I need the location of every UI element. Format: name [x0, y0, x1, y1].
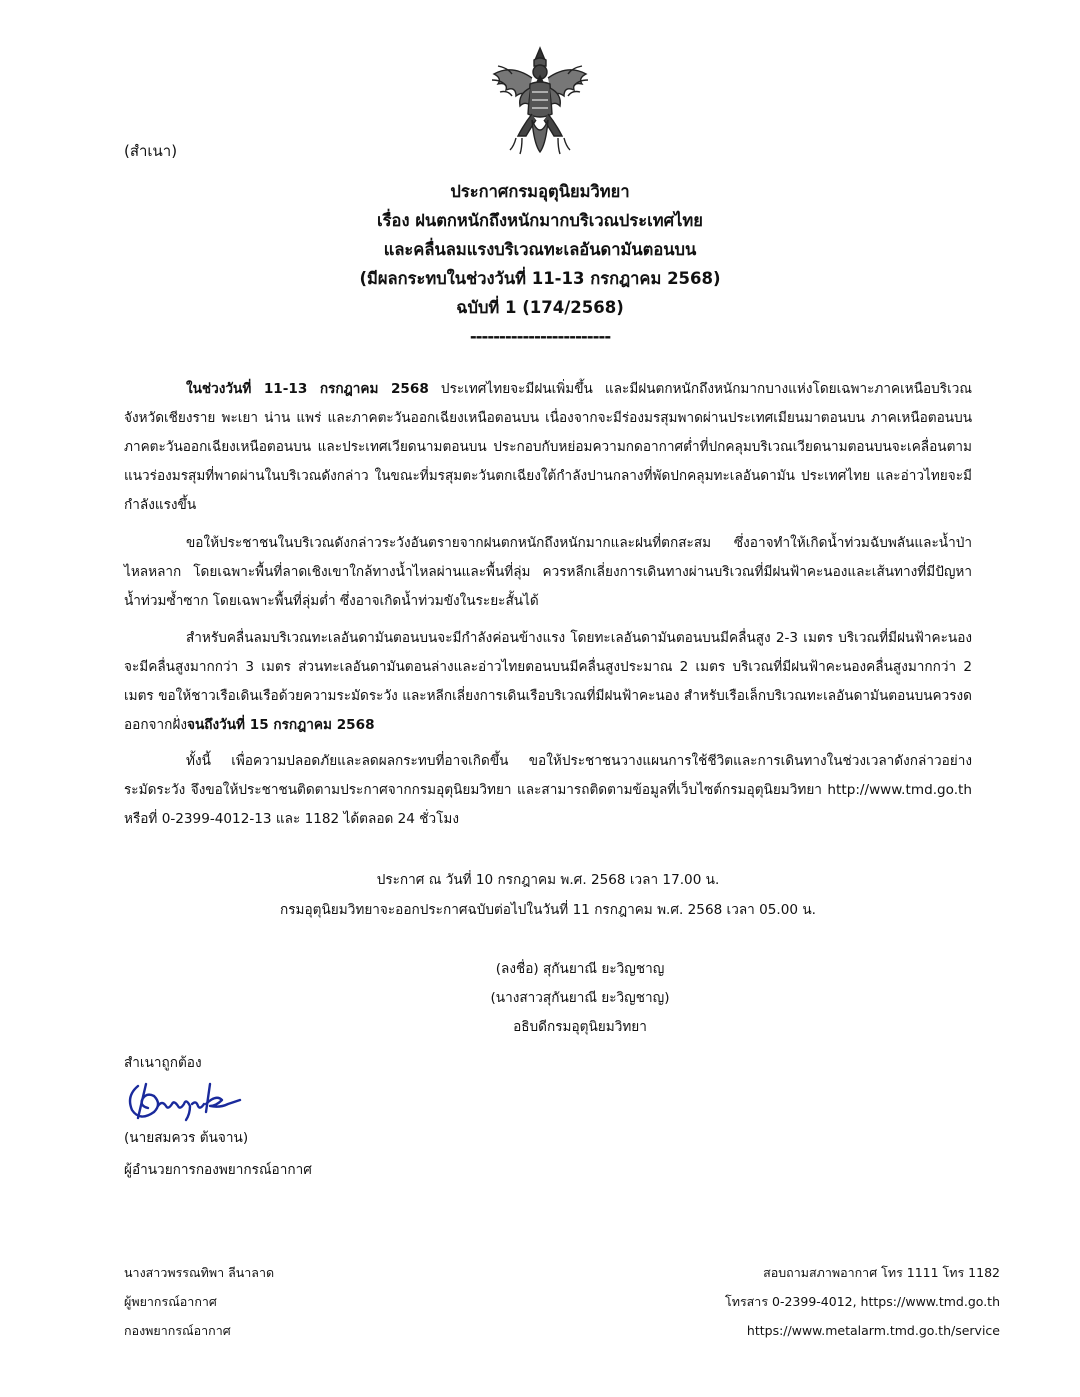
- certifier-name: (นายสมควร ต้นจาน): [124, 1130, 249, 1146]
- title-line-4: (มีผลกระทบในช่วงวันที่ 11-13 กรกฎาคม 2568): [359, 269, 721, 288]
- title-line-2: เรื่อง ฝนตกหนักถึงหนักมากบริเวณประเทศไทย: [377, 211, 703, 230]
- certifier-position: ผู้อำนวยการกองพยากรณ์อากาศ: [124, 1162, 312, 1178]
- paragraph-waves: [124, 624, 972, 740]
- paragraph-forecast: [124, 375, 972, 520]
- issued-date: ประกาศ ณ วันที่ 10 กรกฎาคม พ.ศ. 2568 เวลา 17.00 น.: [376, 872, 720, 888]
- title-separator: ------------------------: [469, 327, 611, 346]
- contact-phone: สอบถามสภาพอากาศ โทร 1111 โทร 1182: [763, 1265, 1000, 1280]
- contact-metalarm-link[interactable]: https://www.metalarm.tmd.go.th/service: [746, 1323, 1000, 1338]
- forecaster-division: กองพยากรณ์อากาศ: [124, 1323, 231, 1338]
- next-issue-note: กรมอุตุนิยมวิทยาจะออกประกาศฉบับต่อไปในวันที่ 11 กรกฎาคม พ.ศ. 2568 เวลา 05.00 น.: [280, 902, 816, 918]
- forecaster-name: นางสาวพรรณทิพา ลีนาลาด: [124, 1265, 275, 1280]
- footer-contact: [725, 1258, 1000, 1345]
- signatory-position: อธิบดีกรมอุตุนิยมวิทยา: [513, 1019, 647, 1035]
- paragraph-advice: ทั้งนี้ เพื่อความปลอดภัยและลดผลกระทบที่อาจเกิดขึ้น ขอให้ประชาชนวางแผนการใช้ชีวิตและการเดินทางในช่วงเวลาดังกล่าวอย่างระมัดระวัง จึงขอให้ประชาชนติดตามประกาศจากกรมอุตุนิยมวิทยา และสามารถติดตามข้อมูลที่เว็บไซต์กรมอุตุนิยมวิทยา http://www.tmd.go.th หรือที่ 0-2399-4012-13 และ 1182 ได้ตลอด 24 ชั่วโมง: [124, 753, 972, 827]
- signatory-name: (นางสาวสุกันยาณี ยะวิญชาญ): [490, 990, 670, 1006]
- certified-copy-label: สำเนาถูกต้อง: [124, 1055, 202, 1071]
- copy-mark: (สำเนา): [124, 142, 178, 160]
- forecast-period: ในช่วงวันที่ 11-13 กรกฎาคม 2568: [186, 381, 429, 397]
- waves-text: สำหรับคลื่นลมบริเวณทะเลอันดามันตอนบนจะมีกำลังค่อนข้างแรง โดยทะเลอันดามันตอนบนมีคลื่นสูง 2-3 เมตร บริเวณที่มีฝนฟ้าคะนองจะมีคลื่นสูงมากกว่า 3 เมตร ส่วนทะเลอันดามันตอนล่างและอ่าวไทยตอนบนมีคลื่นสูงประมาณ 2 เมตร บริเวณที่มีฝนฟ้าคะนองคลื่นสูงมากกว่า 2 เมตร ขอให้ชาวเรือเดินเรือด้วยความระมัดระวัง และหลีกเลี่ยงการเดินเรือบริเวณที่มีฝนฟ้าคะนอง สำหรับเรือเล็กบริเวณทะเลอันดามันตอนบนควรงดออกจากฝั่ง: [124, 630, 972, 733]
- contact-fax-website: โทรสาร 0-2399-4012, https://www.tmd.go.th: [725, 1294, 1000, 1309]
- garuda-emblem-icon: [488, 44, 592, 156]
- handwritten-signature-icon: [124, 1076, 244, 1126]
- title-line-5: ฉบับที่ 1 (174/2568): [456, 298, 624, 317]
- forecaster-role: ผู้พยากรณ์อากาศ: [124, 1294, 217, 1309]
- waves-until-date: จนถึงวันที่ 15 กรกฎาคม 2568: [187, 717, 375, 733]
- paragraph-warning: ขอให้ประชาชนในบริเวณดังกล่าวระวังอันตรายจากฝนตกหนักถึงหนักมากและฝนที่ตกสะสม ซึ่งอาจทำให้เกิดน้ำท่วมฉับพลันและน้ำป่าไหลหลาก โดยเฉพาะพื้นที่ลาดเชิงเขาใกล้ทางน้ำไหลผ่านและพื้นที่ลุ่ม ควรหลีกเลี่ยงการเดินทางผ่านบริเวณที่มีฝนฟ้าคะนองและเส้นทางที่มีปัญหาน้ำท่วมซ้ำซาก โดยเฉพาะพื้นที่ลุ่มต่ำ ซึ่งอาจเกิดน้ำท่วมขังในระยะสั้นได้: [124, 535, 972, 609]
- footer-forecaster: [124, 1258, 274, 1345]
- title-line-1: ประกาศกรมอุตุนิยมวิทยา: [450, 182, 630, 201]
- signatory-signed: (ลงชื่อ) สุกันยาณี ยะวิญชาญ: [495, 961, 665, 977]
- title-line-3: และคลื่นลมแรงบริเวณทะเลอันดามันตอนบน: [383, 240, 697, 259]
- announcement-title: [140, 177, 940, 351]
- forecast-text: ประเทศไทยจะมีฝนเพิ่มขึ้น และมีฝนตกหนักถึงหนักมากบางแห่งโดยเฉพาะภาคเหนือบริเวณจังหวัดเชียงราย พะเยา น่าน แพร่ และภาคตะวันออกเฉียงเหนือตอนบน เนื่องจากจะมีร่องมรสุมพาดผ่านประเทศเมียนมาตอนบน ภาคเหนือตอนบน ภาคตะวันออกเฉียงเหนือตอนบน และประเทศเวียดนามตอนบน ประกอบกับหย่อมความกดอากาศต่ำที่ปกคลุมบริเวณเวียดนามตอนบนจะเคลื่อนตามแนวร่องมรสุมที่พาดผ่านในบริเวณดังกล่าว ในขณะที่มรสุมตะวันตกเฉียงใต้กำลังปานกลางที่พัดปกคลุมทะเลอันดามัน ประเทศไทย และอ่าวไทยจะมีกำลังแรงขึ้น: [124, 381, 972, 513]
